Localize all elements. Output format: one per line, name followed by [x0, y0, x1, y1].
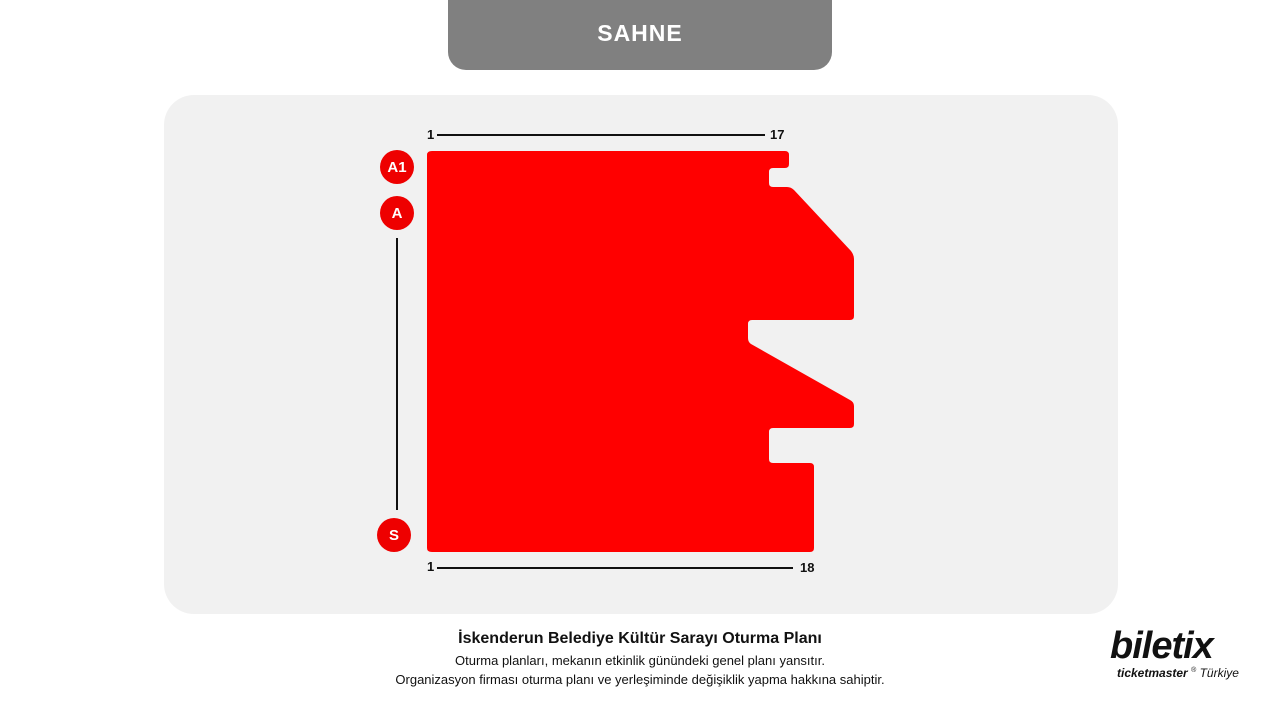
caption-title: İskenderun Belediye Kültür Sarayı Oturma Planı — [458, 630, 822, 647]
seat-range-top-end: 17 — [770, 127, 785, 142]
row-label-a1: A1 — [380, 150, 414, 184]
seat-range-bottom-line — [437, 567, 793, 569]
logo-brand: biletix — [1110, 625, 1213, 667]
caption-note-1: Oturma planları, mekanın etkinlik günündeki genel planı yansıtır. — [455, 653, 825, 668]
logo-ticketmaster: ticketmaster — [1117, 666, 1188, 680]
seating-block[interactable] — [427, 151, 854, 552]
logo-region: Türkiye — [1199, 666, 1239, 680]
row-range-line — [396, 238, 398, 510]
row-label-s: S — [377, 518, 411, 552]
row-label-a: A — [380, 196, 414, 230]
registered-mark-icon: ® — [1191, 667, 1197, 674]
caption-note-2: Organizasyon firması oturma planı ve yerleşiminde değişiklik yapma hakkına sahiptir. — [395, 672, 885, 687]
seat-range-top-start: 1 — [427, 127, 435, 142]
seat-range-top-line — [437, 134, 765, 136]
caption — [240, 630, 1040, 689]
logo-sub — [1117, 666, 1250, 680]
biletix-logo — [1110, 626, 1250, 680]
seat-range-bottom-end: 18 — [800, 560, 815, 575]
stage-label: SAHNE — [597, 20, 683, 46]
seat-range-bottom-start: 1 — [427, 559, 435, 574]
